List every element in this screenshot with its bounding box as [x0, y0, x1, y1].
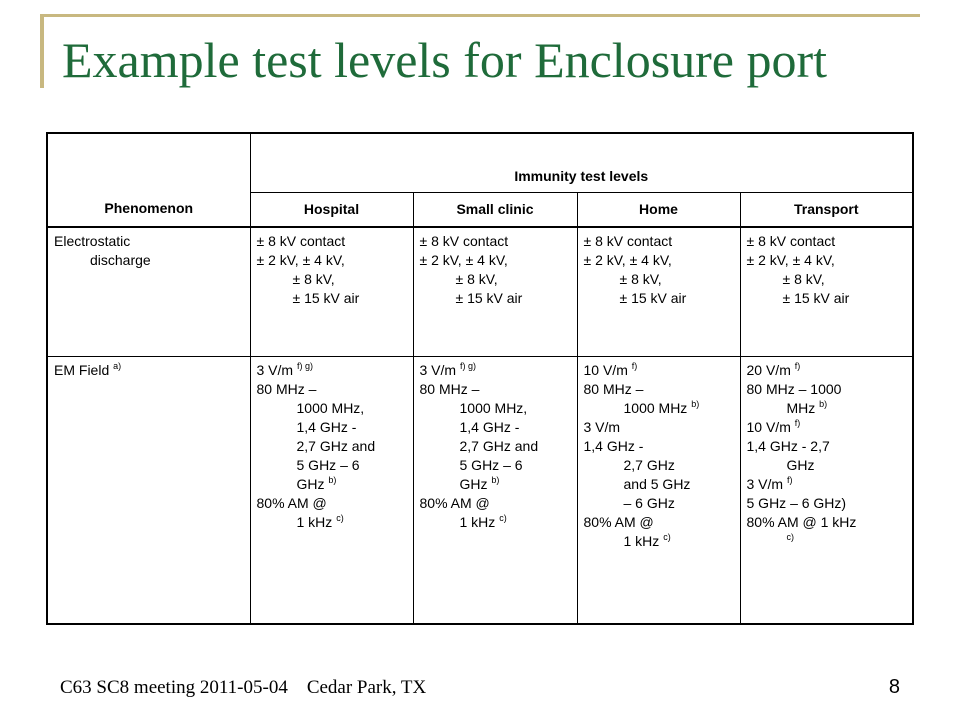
cell-line: ± 8 kV, [619, 271, 662, 287]
cell-line: ± 8 kV contact [746, 233, 836, 249]
decorative-vertical-line [40, 14, 44, 88]
cell-line: ± 2 kV, ± 4 kV, [746, 252, 835, 268]
cell-line: 80% AM @ [419, 495, 490, 511]
cell-line: EM Field $^{a)}$ [54, 361, 122, 378]
cell-line: 1000 MHz, [459, 400, 528, 416]
table-row-em-field [47, 357, 913, 625]
cell-line: 80% AM @ [256, 495, 327, 511]
cell-line: GHz $^{b)}$ [296, 475, 337, 492]
phenomenon-cell [47, 357, 250, 625]
cell-line: ± 8 kV contact [583, 233, 673, 249]
cell-line: 80% AM @ [583, 514, 654, 530]
cell-line: 2,7 GHz and [459, 438, 539, 454]
cell-line: and 5 GHz [623, 476, 691, 492]
level-cell-small-clinic [413, 357, 577, 625]
level-cell-hospital [250, 357, 413, 625]
level-cell-home [577, 357, 740, 625]
cell-line: 1 kHz $^{c)}$ [623, 532, 671, 549]
cell-line: ± 2 kV, ± 4 kV, [583, 252, 672, 268]
level-cell-transport [740, 227, 913, 357]
cell-line: ± 8 kV, [455, 271, 498, 287]
phenomenon-header: Phenomenon [47, 133, 250, 227]
cell-line: GHz [786, 457, 815, 473]
cell-line: ± 15 kV air [292, 290, 360, 306]
cell-line: ± 2 kV, ± 4 kV, [256, 252, 345, 268]
cell-line: 1000 MHz, [296, 400, 365, 416]
cell-line: ± 8 kV, [292, 271, 335, 287]
cell-line: 1,4 GHz - 2,7 [746, 438, 830, 454]
cell-line: 5 GHz – 6 [296, 457, 360, 473]
slide-title: Example test levels for Enclosure port [62, 32, 828, 88]
cell-line: discharge [90, 252, 151, 268]
cell-line: ± 2 kV, ± 4 kV, [419, 252, 508, 268]
cell-line: ± 15 kV air [619, 290, 687, 306]
cell-line: 5 GHz – 6 [459, 457, 523, 473]
cell-line: c) [786, 532, 794, 542]
cell-line: ± 8 kV contact [419, 233, 509, 249]
level-cell-home [577, 227, 740, 357]
level-cell-small-clinic [413, 227, 577, 357]
cell-line: Electrostatic [54, 233, 131, 249]
cell-line: 3 V/m $^{f)}$ [746, 475, 793, 492]
cell-line: 5 GHz – 6 GHz) [746, 495, 847, 511]
cell-line: ± 15 kV air [782, 290, 850, 306]
cell-line: – 6 GHz [623, 495, 675, 511]
column-header-home: Home [577, 193, 740, 228]
cell-line: 80 MHz – [583, 381, 644, 397]
cell-line: ± 8 kV, [782, 271, 825, 287]
cell-line: 1000 MHz $^{b)}$ [623, 399, 700, 416]
cell-line: 2,7 GHz [623, 457, 675, 473]
cell-line: 1,4 GHz - [583, 438, 644, 454]
column-header-hospital: Hospital [250, 193, 413, 228]
level-cell-transport [740, 357, 913, 625]
cell-line: 1 kHz $^{c)}$ [459, 513, 507, 530]
immunity-test-levels-header: Immunity test levels [250, 133, 913, 193]
table-row-electrostatic-discharge [47, 227, 913, 357]
cell-line: 1,4 GHz - [459, 419, 520, 435]
cell-line: GHz $^{b)}$ [459, 475, 500, 492]
cell-line: MHz $^{b)}$ [786, 399, 828, 416]
column-header-transport: Transport [740, 193, 913, 228]
column-header-small-clinic: Small clinic [413, 193, 577, 228]
header-row-group [47, 133, 913, 193]
cell-line: 80% AM @ 1 kHz [746, 514, 857, 530]
phenomenon-cell [47, 227, 250, 357]
cell-line: ± 8 kV contact [256, 233, 346, 249]
cell-line: 80 MHz – 1000 [746, 381, 842, 397]
cell-line: 3 V/m $^{f) g)}$ [419, 361, 476, 378]
test-levels-table [46, 132, 914, 625]
cell-line: 20 V/m $^{f)}$ [746, 361, 801, 378]
footer-meeting-info: C63 SC8 meeting 2011-05-04 Cedar Park, TX [60, 677, 427, 698]
page-number: 8 [888, 676, 900, 698]
cell-line: 1 kHz $^{c)}$ [296, 513, 344, 530]
cell-line: 10 V/m $^{f)}$ [746, 418, 801, 435]
cell-line: 2,7 GHz and [296, 438, 376, 454]
cell-line: 1,4 GHz - [296, 419, 357, 435]
level-cell-hospital [250, 227, 413, 357]
cell-line: 80 MHz – [256, 381, 317, 397]
cell-line: 80 MHz – [419, 381, 480, 397]
cell-line: 3 V/m $^{f) g)}$ [256, 361, 313, 378]
decorative-horizontal-line [40, 14, 920, 17]
cell-line: ± 15 kV air [455, 290, 523, 306]
cell-line: 3 V/m [583, 419, 621, 435]
cell-line: 10 V/m $^{f)}$ [583, 361, 638, 378]
